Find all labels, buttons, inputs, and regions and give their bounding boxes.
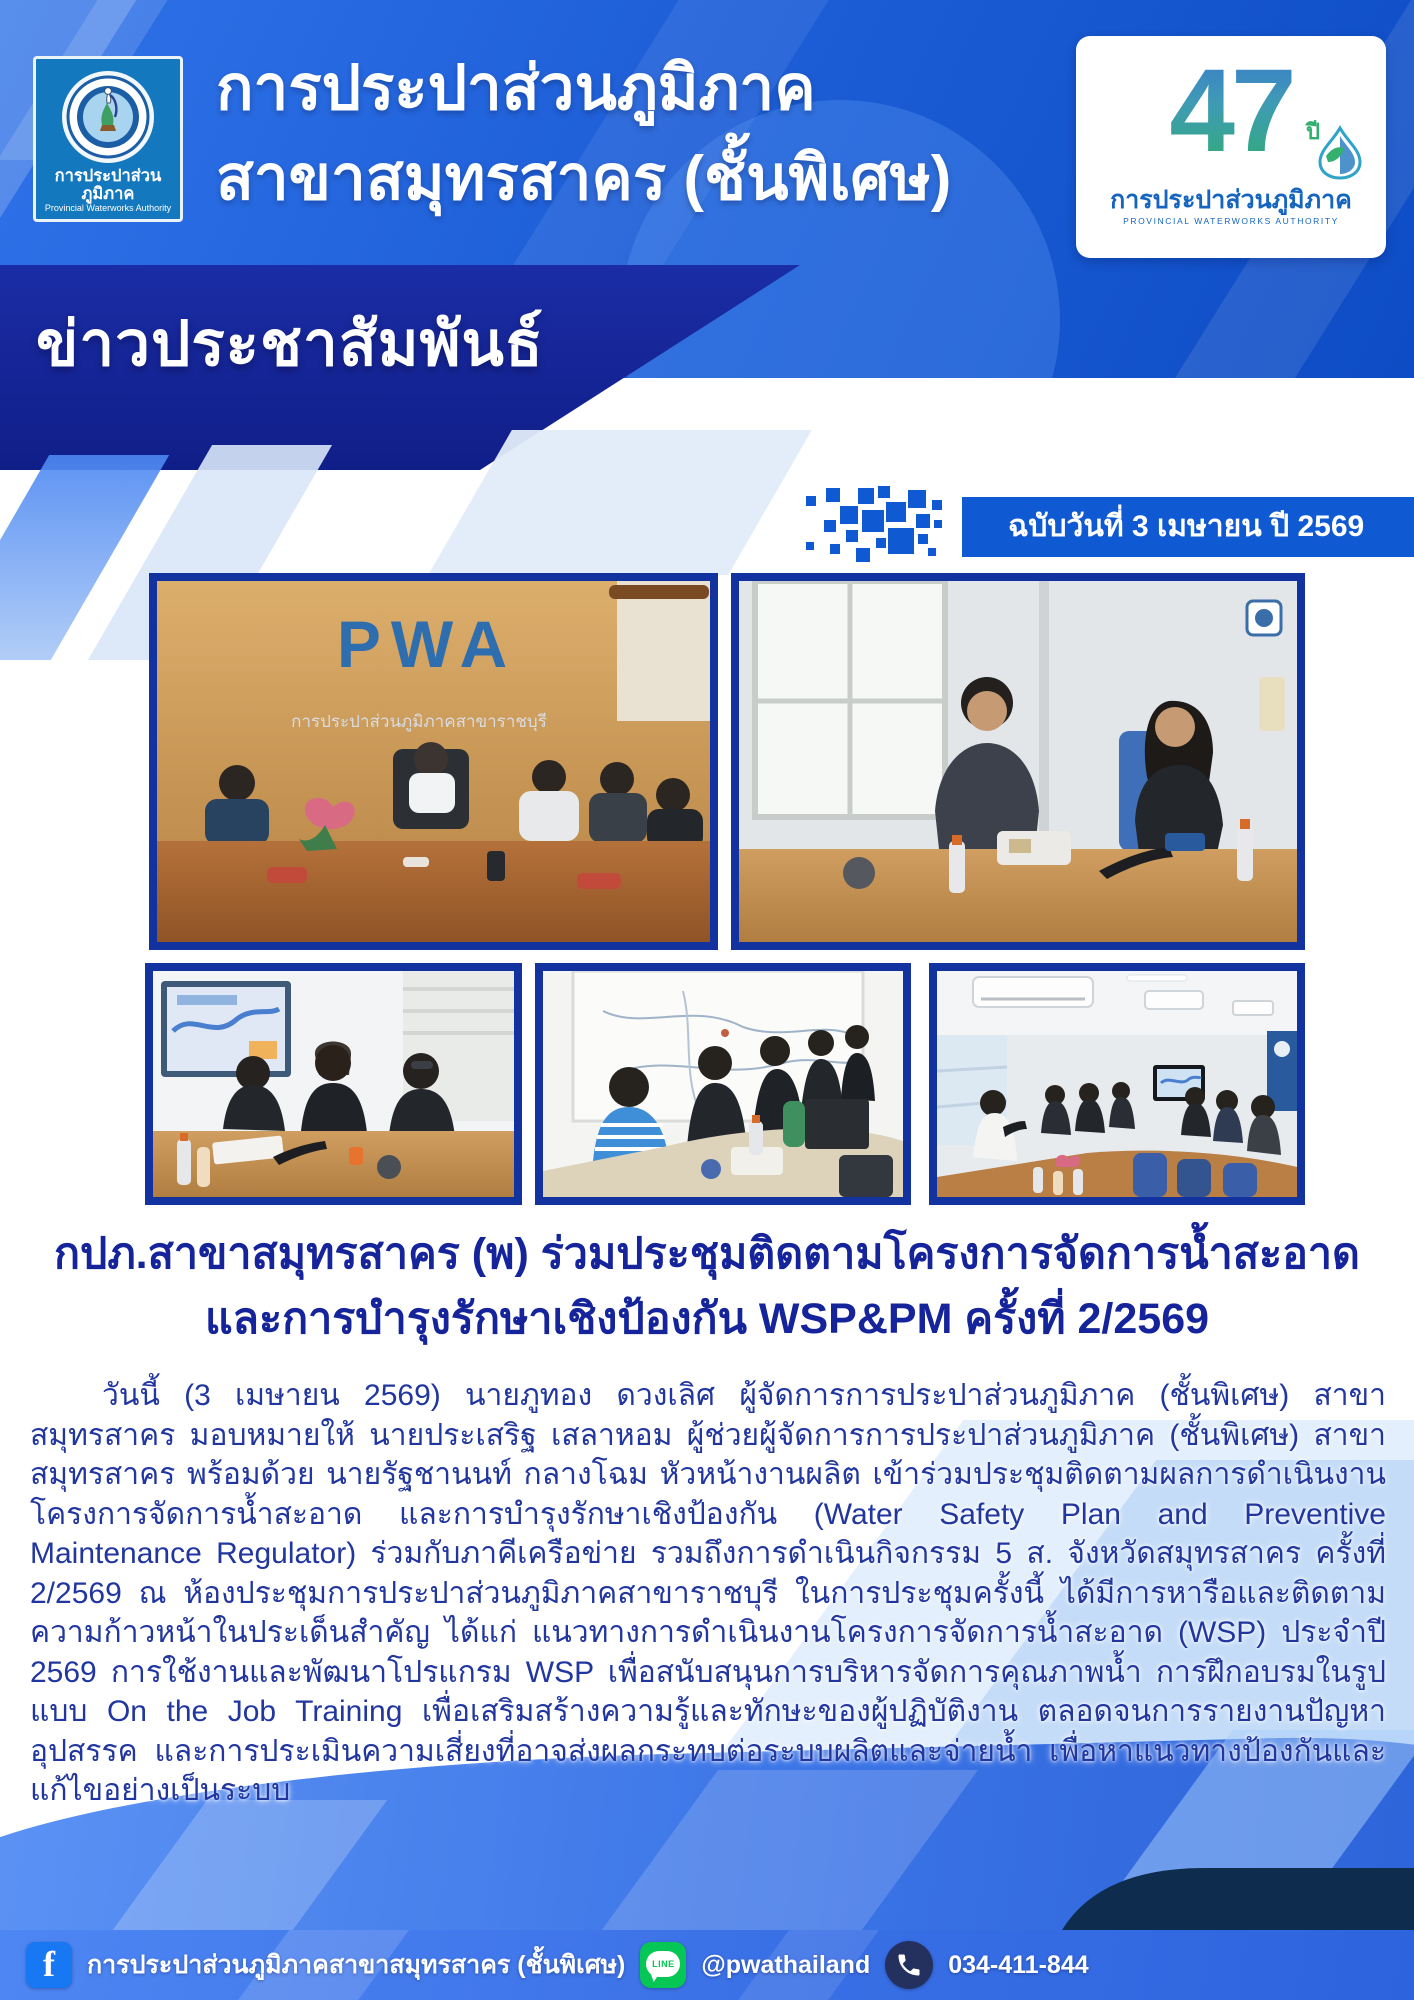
issue-date-badge: ฉบับวันที่ 3 เมษายน ปี 2569 [962, 497, 1414, 557]
headline-line2: และการบำรุงรักษาเชิงป้องกัน WSP&PM ครั้งที่ 2/2569 [204, 1295, 1210, 1343]
anniversary-logo [1076, 36, 1386, 186]
anniversary-number: 47 [1169, 45, 1293, 177]
pwa-emblem-icon [60, 69, 156, 165]
logo-card-eng-name: Provincial Waterworks Authority [44, 203, 172, 213]
photo-three-staff-desk [145, 963, 522, 1205]
photo1-pwa-sign: PWA [336, 607, 518, 681]
footer-content [26, 1930, 1089, 2000]
anniversary-eng-name: PROVINCIAL WATERWORKS AUTHORITY [1123, 216, 1339, 226]
page-title [216, 44, 951, 224]
water-drop-leaf-icon [1316, 122, 1364, 180]
article-headline [0, 1222, 1414, 1352]
line-bubble-label: LINE [646, 1951, 680, 1977]
pixel-decoration [800, 486, 960, 570]
photo1-pwa-caption: การประปาส่วนภูมิภาคสาขาราชบุรี [291, 712, 547, 731]
facebook-page-name: การประปาส่วนภูมิภาคสาขาสมุทรสาคร (ชั้นพิเศษ) [87, 1951, 626, 1979]
anniversary-thai-name: การประปาส่วนภูมิภาค [1110, 186, 1352, 214]
page-title-line1: การประปาส่วนภูมิภาค [216, 54, 816, 123]
logo-card-thai-name: การประปาส่วนภูมิภาค [54, 167, 162, 203]
anniversary-card [1076, 36, 1386, 258]
line-id: @pwathailand [701, 1950, 871, 1979]
article-body: วันนี้ (3 เมษายน 2569) นายภูทอง ดวงเลิศ ผู้จัดการการประปาส่วนภูมิภาค (ชั้นพิเศษ) สาขาสมุทรสาคร มอบหมายให้ นายประเสริฐ เสลาหอม ผู้ช่วยผู้จัดการการประปาส่วนภูมิภาค (ชั้นพิเศษ) สาขาสมุทรสาคร พร้อมด้วย นายรัฐชานนท์ กลางโฉม หัวหน้างานผลิต เข้าร่วมประชุมติดตามผลการดำเนินงานโครงการจัดการน้ำสะอาด และการบำรุงรักษาเชิงป้องกัน (Water Safety Plan and Preventive Maintenance Regulator) ร่วมกับภาคีเครือข่าย รวมถึงการดำเนินกิจกรรม 5 ส. จังหวัดสมุทรสาคร ครั้งที่ 2/2569 ณ ห้องประชุมการประปาส่วนภูมิภาคสาขาราชบุรี ในการประชุมครั้งนี้ ได้มีการหารือและติดตามความก้าวหน้าในประเด็นสำคัญ ได้แก่ แนวทางการดำเนินงานโครงการจัดการน้ำสะอาด (WSP) ประจำปี 2569 การใช้งานและพัฒนาโปรแกรม WSP เพื่อสนับสนุนการบริหารจัดการคุณภาพน้ำ การฝึกอบรมในรูปแบบ On the Job Training เพื่อเสริมสร้างความรู้และทักษะของผู้ปฏิบัติงาน ตลอดจนการรายงานปัญหา อุปสรรค และการประเมินความเสี่ยงที่อาจส่งผลกระทบต่อระบบผลิตและจ่ายน้ำ เพื่อหาแนวทางป้องกันและแก้ไขอย่างเป็นระบบ [30, 1379, 1386, 1807]
line-icon [640, 1942, 686, 1988]
photo-meeting-room-wide [929, 963, 1305, 1205]
photo-staff-whiteboard [535, 963, 911, 1205]
phone-number: 034-411-844 [948, 1950, 1089, 1979]
phone-icon [885, 1941, 933, 1989]
pwa-logo-card [33, 56, 183, 222]
photo-two-staff-table [731, 573, 1305, 950]
anniversary-year-label: ปี [1306, 119, 1320, 144]
photo-meeting-pwa-wall [149, 573, 718, 950]
news-banner-label: ข่าวประชาสัมพันธ์ [36, 310, 544, 379]
page-title-line2: สาขาสมุทรสาคร (ชั้นพิเศษ) [216, 144, 952, 213]
headline-line1: กปภ.สาขาสมุทรสาคร (พ) ร่วมประชุมติดตามโครงการจัดการน้ำสะอาด [54, 1230, 1360, 1278]
facebook-icon: f [26, 1942, 72, 1988]
footer-bar [0, 1930, 1414, 2000]
